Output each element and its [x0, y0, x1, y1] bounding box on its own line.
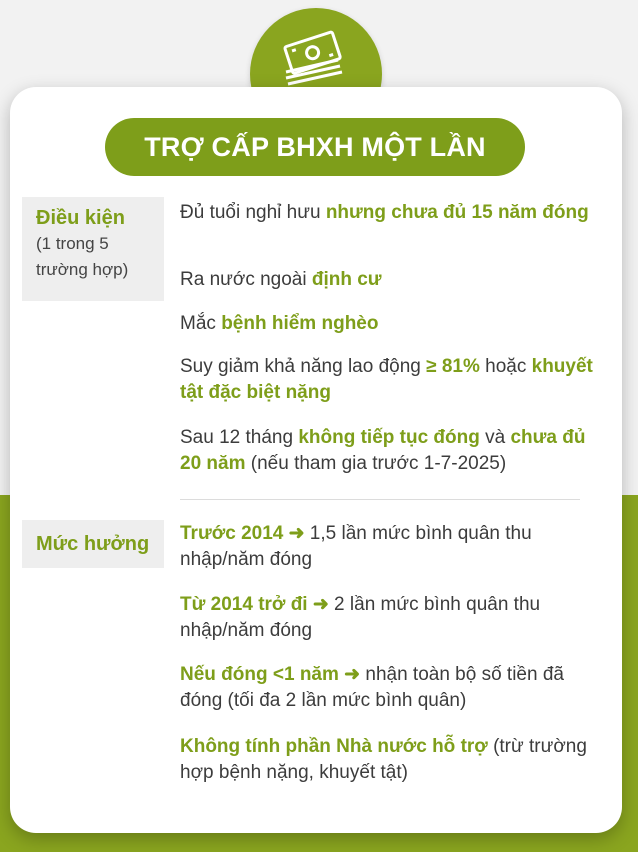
- condition-1-text: Đủ tuổi nghỉ hưu: [180, 202, 326, 223]
- conditions-label: Điều kiện: [36, 207, 125, 229]
- benefit-item-2: [180, 592, 570, 644]
- benefit-4-highlight: Không tính phần Nhà nước hỗ trợ: [180, 736, 488, 757]
- benefit-1-highlight: Trước 2014 ➜: [180, 523, 305, 544]
- condition-2-text: Ra nước ngoài: [180, 269, 312, 290]
- conditions-label-box: [22, 197, 164, 301]
- conditions-sublabel: (1 trong 5 trường hợp): [36, 234, 129, 279]
- condition-item-3: [180, 311, 610, 337]
- section-divider: [180, 499, 580, 500]
- condition-item-4: [180, 354, 600, 406]
- benefit-item-1: [180, 521, 585, 573]
- condition-4-highlight: ≥ 81%: [426, 356, 480, 377]
- condition-5-text: Sau 12 tháng: [180, 427, 299, 448]
- benefit-2-text: 2 lần mức bình quân thu nhập/năm đóng: [180, 594, 541, 641]
- condition-4-text-2: hoặc: [479, 356, 532, 377]
- condition-3-text: Mắc: [180, 313, 222, 334]
- condition-1-highlight: nhưng chưa đủ 15 năm đóng: [325, 202, 589, 223]
- benefit-2-highlight: Từ 2014 trở đi ➜: [180, 594, 329, 615]
- condition-5-text-2: và: [479, 427, 511, 448]
- benefits-label-box: [22, 520, 164, 568]
- benefit-1-text: 1,5 lần mức bình quân thu nhập/năm đóng: [180, 523, 532, 570]
- benefit-3-text: nhận toàn bộ số tiền đã đóng (tối đa 2 lần mức bình quân): [180, 664, 564, 711]
- benefit-4-text: (trừ trường hợp bệnh nặng, khuyết tật): [180, 736, 587, 783]
- condition-item-1: [180, 200, 610, 226]
- condition-4-highlight-2: khuyết tật đặc biệt nặng: [180, 356, 593, 403]
- benefit-item-3: [180, 662, 600, 714]
- condition-4-text: Suy giảm khả năng lao động: [180, 356, 427, 377]
- condition-5-text-3: (nếu tham gia trước 1-7-2025): [245, 453, 507, 474]
- condition-5-highlight-2: chưa đủ 20 năm: [180, 427, 586, 474]
- benefit-3-highlight: Nếu đóng <1 năm ➜: [180, 664, 361, 685]
- condition-item-2: [180, 267, 610, 293]
- condition-2-highlight: định cư: [311, 269, 382, 290]
- benefit-item-4: [180, 734, 600, 786]
- condition-item-5: [180, 425, 610, 477]
- page-title: TRỢ CẤP BHXH MỘT LẦN: [105, 118, 525, 176]
- condition-5-highlight: không tiếp tục đóng: [298, 427, 480, 448]
- condition-3-highlight: bệnh hiểm nghèo: [221, 313, 379, 334]
- benefits-label: Mức hưởng: [36, 533, 150, 555]
